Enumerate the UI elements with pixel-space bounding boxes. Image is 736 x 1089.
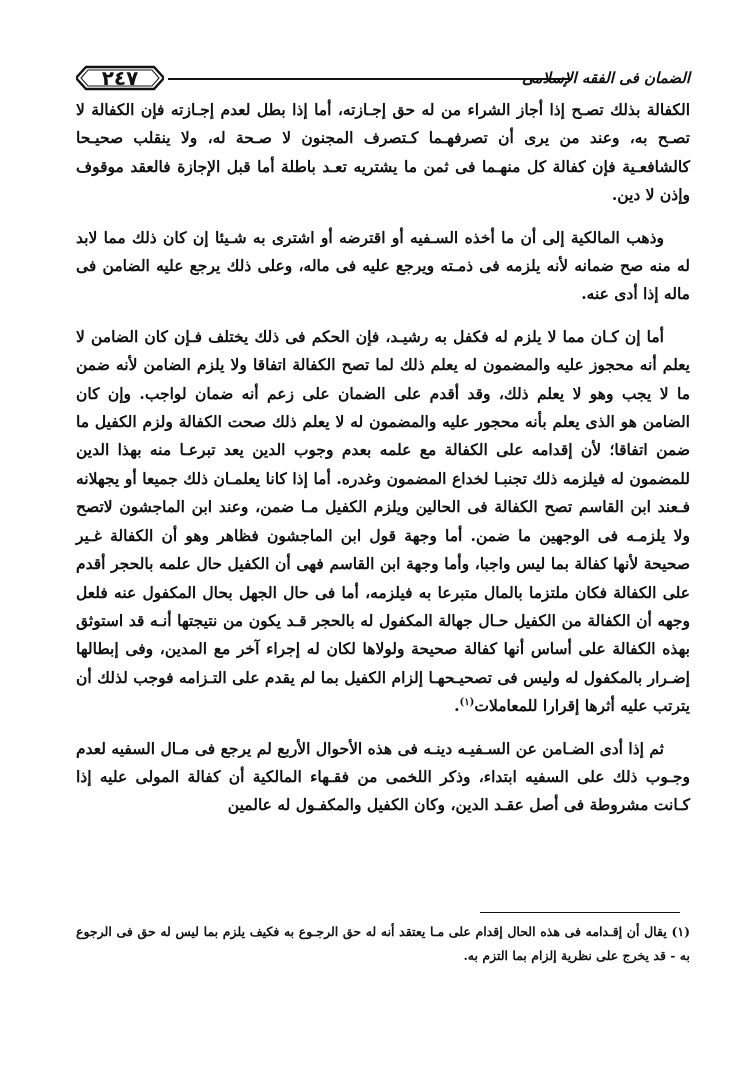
paragraph (76, 735, 690, 820)
paragraph (76, 224, 690, 309)
page-number: ٢٤٧ (101, 66, 139, 90)
paragraph: أما إن كـان مما لا يلزم له فكفل به رشيـد، فإن الحكم فى ذلك يختلف فـإن كان الضامن لا يعلم أنه محجوز عليه والمضمون له يعلم ذلك لما تصح الكفالة اتفاقا ولا يلزم الضامن لأنه ضمن ما لا يجب وهو لا يعلم ذلك، وقد أقدم على الضمان على زعم أنه ضمان لواجب. وإن كان الضامن هو الذى يعلم بأنه محجور عليه والمضمون له لا يعلم ذلك صحت الكفالة ولزم الكفيل ما ضمن اتفاقا؛ لأن إقدامه على الكفالة مع علمه بعدم وجوب الدين يعد تبرعـا منه بهذا الدين للمضمون له فيلزمه ذلك تجنبـا لخداع المضمون وغدره. أما إذا كانا يعلمـان ذلك جميعا أو يجهلانه فـعند ابن القاسم تصح الكفالة فى الحالين ويلزم الكفيل مـا ضمن، وعند ابن الماجشون لاتصح ولا يلزمـه فى الوجهين ما ضمن. أما وجهة قول ابن الماجشون فظاهر وهو أن الكفالة غـير صحيحة لأنها كفالة بما ليس واجبا، وأما وجهة ابن القاسم فهى أن الكفيل حال علمه بالحجر أقدم على الكفالة فكان ملتزما بالمال متبرعا به فيلزمه، أما فى حال الجهل بحال المكفول عنه فلعل وجهه أن الكفالة من الكفيل حـال جهالة المكفول له بالحجر قـد يكون من نتيجتها أنـه قد استوثق بهذه الكفالة على أساس أنها كفالة صحيحة ولولاها لكان له إجراء آخر مع المدين، وفى إبطالها إضـرار بالمكفول له وليس فى تصحيـحهـا إلزام الكفيل بما لم يقدم على التـزامه فوجب لذلك أن يترتب عليه أثرها إقرارا للمعاملات$^{(١)}$. (76, 326, 690, 716)
main-text (76, 96, 690, 834)
paragraph-text: أما إن كـان مما لا يلزم له فكفل به رشيـد، فإن الحكم فى ذلك يختلف فـإن كان الضامن لا يعلم أنه محجوز عليه والمضمون له يعلم ذلك لما تصح الكفالة اتفاقا ولا يلزم الضامن لأنه ضمن ما لا يجب وهو لا يعلم ذلك، وقد أقدم على الضمان على زعم أنه ضمان لواجب. وإن كان الضامن هو الذى يعلم بأنه محجور عليه والمضمون له لا يعلم ذلك صحت الكفالة ولزم الكفيل ما ضمن اتفاقا؛ لأن إقدامه على الكفالة مع علمه بعدم وجوب الدين يعد تبرعـا منه بهذا الدين للمضمون له فيلزمه ذلك تجنبـا لخداع المضمون وغدره. أما إذا كانا يعلمـان ذلك جميعا أو يجهلانه فـعند ابن القاسم تصح الكفالة فى الحالين ويلزم الكفيل مـا ضمن، وعند ابن الماجشون لاتصح ولا يلزمـه فى الوجهين ما ضمن. أما وجهة قول ابن الماجشون فظاهر وهو أن الكفالة غـير صحيحة لأنها كفالة بما ليس واجبا، وأما وجهة ابن القاسم فهى أن الكفيل حال علمه بالحجر أقدم على الكفالة فكان ملتزما بالمال متبرعا به فيلزمه، أما فى حال الجهل بحال المكفول عنه فلعل وجهه أن الكفالة من الكفيل حـال جهالة المكفول له بالحجر قـد يكون من نتيجتها أنـه قد استوثق بهذه الكفالة على أساس أنها كفالة صحيحة ولولاها لكان له إجراء آخر مع المدين، وفى إبطالها إضـرار بالمكفول له وليس فى تصحيـحهـا إلزام الكفيل بما لم يقدم على التـزامه فوجب لذلك أن يترتب عليه أثرها إقرارا للمعاملات (76, 326, 690, 716)
header-rule (168, 78, 572, 80)
paragraph-text: الكفالة بذلك تصـح إذا أجاز الشراء من له حق إجـازته، أما إذا بطل لعدم إجـازته فإن الكفالة لا تصـح به، وعند من يرى أن تصرفهـما كـتصرف المجنون لا صـحة له، ولا ينقلب صحيـحا كالشافعـية فإن كفالة كل منهـما فى ثمن ما يشتريه تعـد باطلة أما قبل الإجازة فالعقد موقوف وإذن لا دين. (76, 100, 690, 205)
footnote: (١) يقال أن إقـدامه فى هذه الحال إقدام على مـا يعتقد أنه له حق الرجـوع به فكيف يلزم بما ليس له حق فى الرجوع به - قد يخرج على نظرية إلزام بما التزم به. (76, 924, 690, 963)
paragraph-text: ثم إذا أدى الضـامن عن السـفيـه دينـه فى هذه الأحوال الأربع لم يرجع فى مـال السفيه لعدم وجـوب ذلك على السفيه ابتداء، وذكر اللخمى من فقـهاء المالكية أن كفالة المولى عليه إذا كـانت مشروطة فى أصل عقـد الدين، وكان الكفيل والمكفـول له عالمين (76, 738, 690, 815)
running-header (76, 64, 690, 94)
footnotes (76, 920, 690, 968)
running-title: الضمان فى الفقه الإسلامى (521, 69, 690, 87)
page-number-frame (76, 64, 164, 92)
paragraph (76, 96, 690, 210)
paragraph-text: وذهب المالكية إلى أن ما أخذه السـفيه أو اقترضه أو اشترى به شـيئا إن كان ذلك مما لابد له منه صح ضمانه لأنه يلزمه فى ذمـته ويرجع عليه فى ماله، وعلى ذلك يرجع عليه الضامن فى ماله إذا أدى عنه. (76, 227, 690, 304)
footnote-separator (480, 912, 680, 913)
footnote-reference[interactable]: (١) (459, 696, 475, 708)
